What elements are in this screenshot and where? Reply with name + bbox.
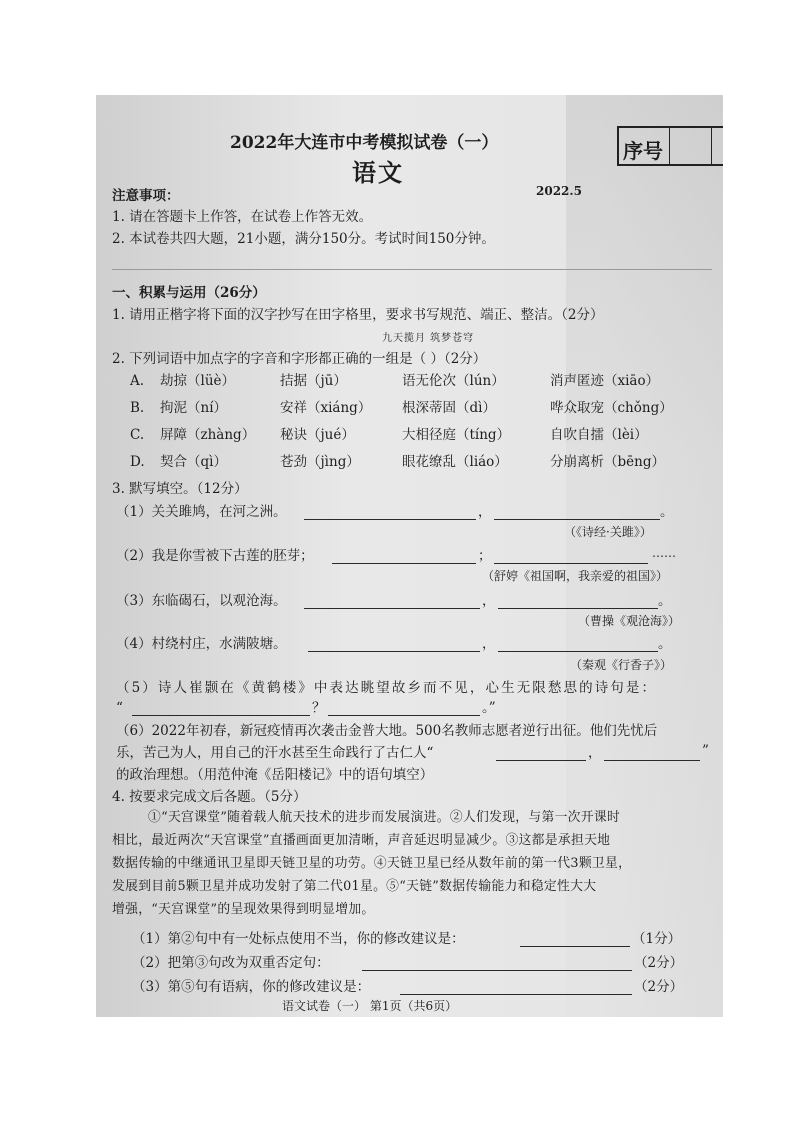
question-1: 1. 请用正楷字将下面的汉字抄写在田字格里，要求书写规范、端正、整洁。（2分） (112, 307, 604, 323)
option-word: 屏障（zhàng） (160, 427, 256, 443)
ellipsis: …… (652, 546, 676, 560)
option-word: 拮据（jū） (280, 373, 347, 389)
option-word: 分崩离析（bēng） (550, 454, 665, 470)
fill-end: 。 (660, 504, 674, 520)
passage-line: 发展到目前5颗卫星并成功发射了第二代01星。⑤“天链”数据传输能力和稳定性大大 (112, 879, 597, 894)
option-word: 拘泥（ní） (160, 400, 228, 416)
notice-item: 1. 请在答题卡上作答，在试卷上作答无效。 (112, 209, 373, 225)
exam-date: 2022.5 (536, 184, 582, 198)
answer-blank (308, 651, 480, 652)
option-label: B. (130, 400, 145, 416)
score: （2分） (634, 979, 684, 995)
question-3: 3. 默写填空。（12分） (112, 481, 248, 497)
option-word: 语无伦次（lún） (402, 373, 505, 389)
option-word: 眼花缭乱（liáo） (402, 454, 508, 470)
score: （2分） (634, 955, 684, 971)
fill-end: ； (478, 548, 492, 564)
passage-line: ①“天宫课堂”随着载人航天技术的进步而发展演进。②人们发现，与第一次开课时 (148, 810, 621, 825)
option-word: 劫掠（lüè） (160, 373, 236, 389)
quote-close: ” (702, 743, 709, 759)
fill-comma: ， (482, 593, 496, 609)
fill-comma: ， (588, 745, 602, 761)
fill-comma: ， (482, 636, 496, 652)
fill-prompt: （5）诗人崔颢在《黄鹤楼》中表达眺望故乡而不见，心生无限愁思的诗句是： (116, 680, 658, 696)
sub-question: （2）把第③句改为双重否定句： (132, 955, 330, 971)
option-word: 自吹自擂（lèi） (550, 427, 648, 443)
option-word: 哗众取宠（chǒng） (550, 400, 673, 416)
fill-end: 。 (658, 593, 672, 609)
answer-blank (328, 715, 480, 716)
divider (112, 269, 712, 270)
subject-title: 语文 (352, 158, 404, 187)
score: （1分） (632, 931, 682, 947)
option-word: 大相径庭（tíng） (402, 427, 511, 443)
serial-cell-divider (711, 128, 712, 164)
fill-prompt: （4）村绕村庄，水满陂塘。 (116, 636, 287, 652)
sub-question: （3）第⑤句有语病，你的修改建议是： (132, 979, 371, 995)
fill-prompt: （6）2022年初春，新冠疫情再次袭击金普大地。500名教师志愿者逆行出征。他们先忧后 (116, 723, 658, 739)
option-word: 苍劲（jìng） (280, 454, 360, 470)
option-word: 消声匿迹（xiāo） (550, 373, 660, 389)
fill-prompt: （2）我是你雪被下古莲的胚芽； (116, 548, 314, 564)
answer-blank (494, 563, 648, 564)
exam-title: 2022年大连市中考模拟试卷（一） (230, 133, 499, 153)
option-label: D. (130, 454, 145, 470)
option-word: 安祥（xiáng） (280, 400, 372, 416)
poem-source: （舒婷《祖国啊，我亲爱的祖国》） (482, 569, 669, 583)
answer-blank (604, 760, 700, 761)
poem-source: （《诗经·关雎》） (564, 525, 652, 539)
option-word: 契合（qì） (160, 454, 227, 470)
fill-comma: ， (478, 504, 492, 520)
passage-line: 数据传输的中继通讯卫星即天链卫星的功劳。④天链卫星已经从数年前的第一代3颗卫星， (112, 856, 632, 871)
question-mark: ？ (312, 700, 326, 716)
option-word: 秘诀（jué） (280, 427, 355, 443)
fill-prompt: （3）东临碣石，以观沧海。 (116, 593, 287, 609)
poem-source: （秦观《行香子》） (570, 658, 673, 672)
poem-source: （曹操《观沧海》） (578, 614, 681, 628)
answer-blank (362, 970, 632, 971)
answer-blank (494, 519, 660, 520)
answer-blank (498, 651, 658, 652)
notice-heading: 注意事项： (112, 188, 180, 204)
page-footer: 语文试卷（一） 第1页（共6页） (282, 999, 458, 1013)
answer-blank (400, 994, 632, 995)
serial-number-box (617, 126, 723, 166)
answer-blank (496, 760, 586, 761)
quote-open: “ (116, 700, 123, 716)
option-word: 根深蒂固（dì） (402, 400, 496, 416)
fill-prompt: （1）关关雎鸠，在河之洲。 (116, 504, 287, 520)
answer-blank (498, 608, 658, 609)
exam-sheet (96, 95, 723, 1017)
passage-line: 增强，“天宫课堂”的呈现效果得到明显增加。 (112, 902, 375, 917)
option-label: A. (130, 373, 145, 389)
copy-phrase: 九天揽月 筑梦苍穹 (382, 333, 475, 344)
fill-prompt: 乐，苦己为人，用自己的汗水甚至生命践行了古仁人“ (116, 745, 434, 761)
quote-close: 。” (482, 700, 496, 716)
notice-item: 2. 本试卷共四大题，21小题，满分150分。考试时间150分钟。 (112, 231, 495, 247)
option-label: C. (130, 427, 145, 443)
serial-cell-divider (669, 128, 670, 164)
answer-blank (304, 519, 476, 520)
sub-question: （1）第②句中有一处标点使用不当，你的修改建议是： (132, 931, 465, 947)
answer-blank (520, 946, 630, 947)
fill-prompt: 的政治理想。（用范仲淹《岳阳楼记》中的语句填空） (116, 767, 434, 783)
answer-blank (304, 608, 480, 609)
answer-blank (332, 563, 476, 564)
fill-end: 。 (658, 636, 672, 652)
question-4: 4. 按要求完成文后各题。（5分） (112, 789, 307, 805)
answer-blank (132, 715, 310, 716)
section-heading: 一、积累与运用（26分） (112, 285, 266, 301)
serial-number-label: 序号 (623, 139, 663, 163)
question-2: 2. 下列词语中加点字的字音和字形都正确的一组是（ ）（2分） (112, 351, 487, 367)
passage-line: 相比，最近两次“天宫课堂”直播画面更加清晰，声音延迟明显减少。③这都是承担天地 (112, 833, 611, 848)
